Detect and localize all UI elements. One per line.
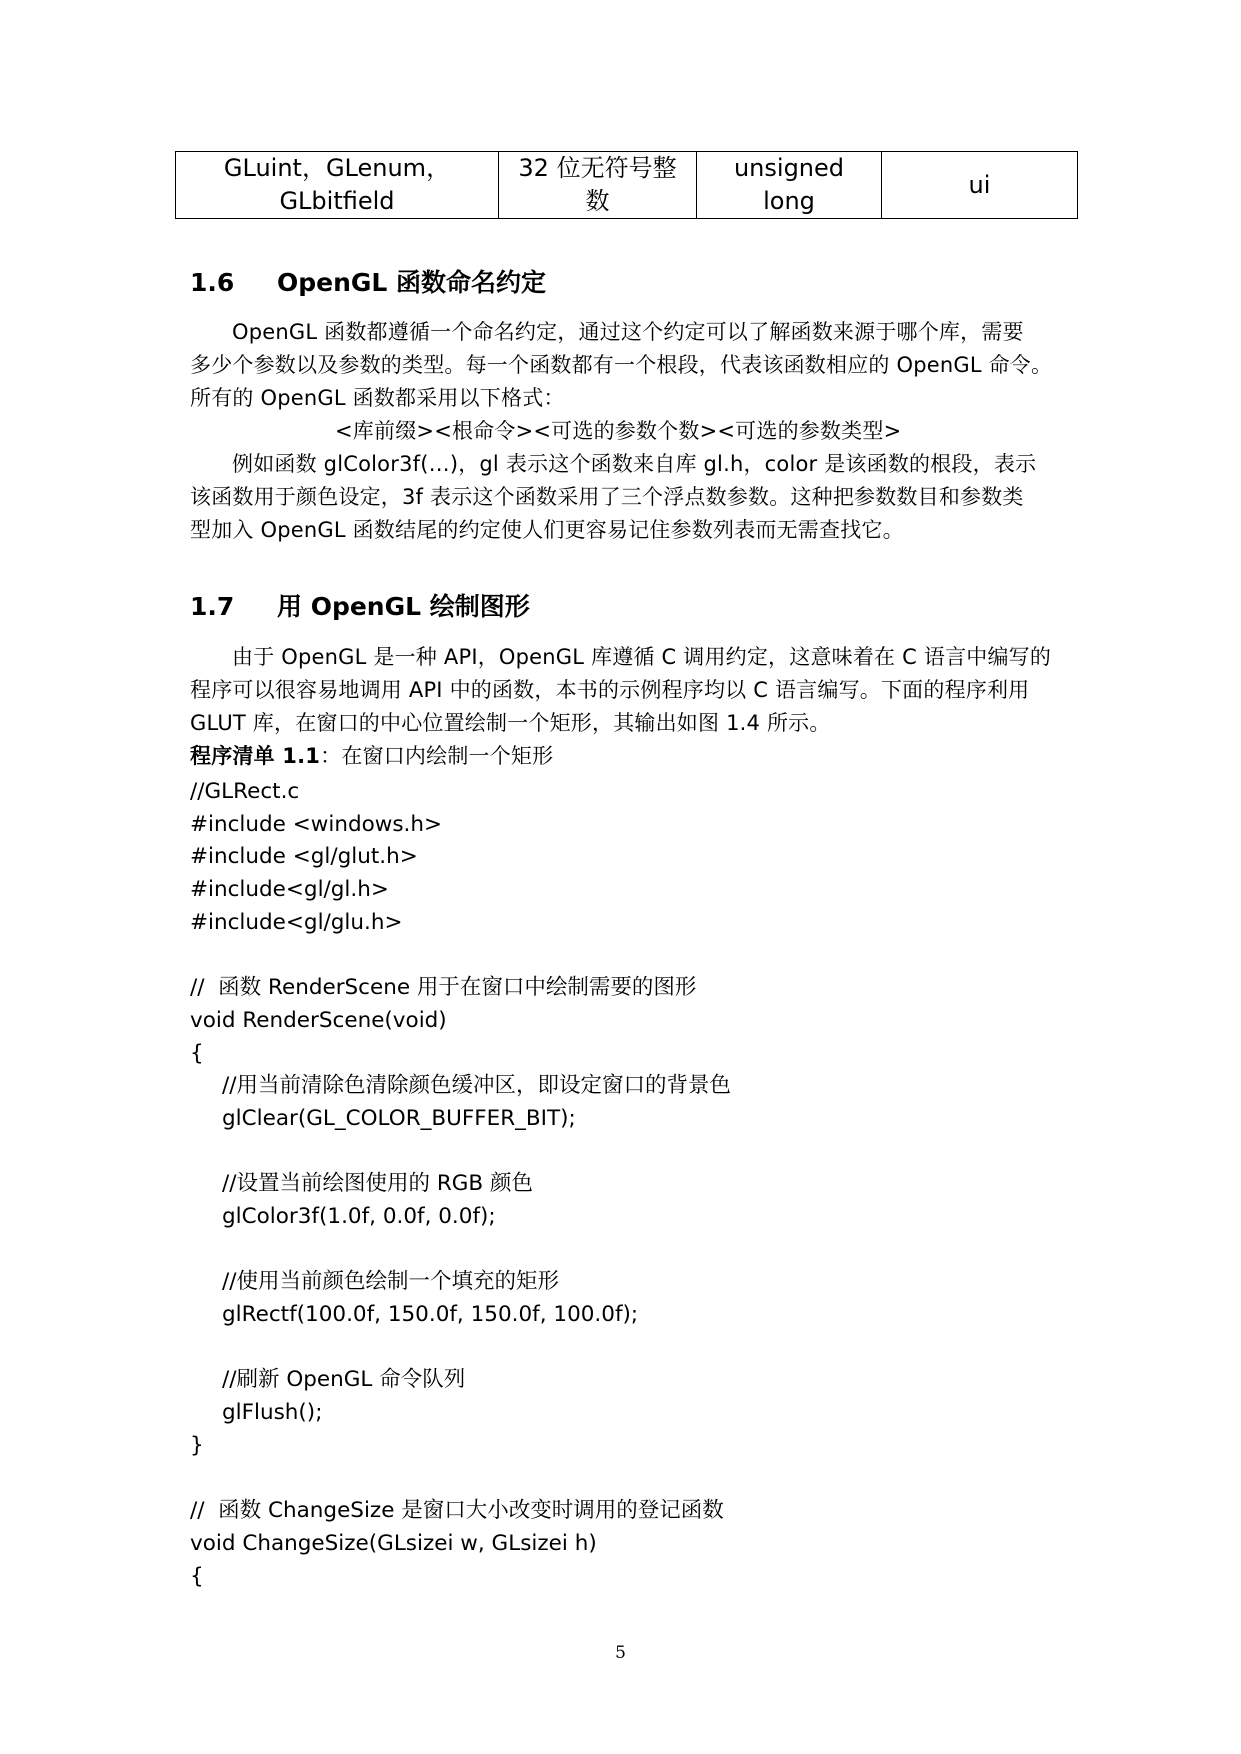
section-title: 用 OpenGL 绘制图形 <box>277 592 530 621</box>
code-line: //GLRect.c <box>190 779 300 804</box>
code-blank-line <box>190 1332 1065 1365</box>
section-number: 1.6 <box>190 268 235 297</box>
paragraph-line: 所有的 OpenGL 函数都采用以下格式： <box>190 386 565 410</box>
code-line: #include <windows.h> <box>190 811 443 837</box>
table-cell-description: 32 位无符号整 数 <box>499 152 697 219</box>
paragraph-line: OpenGL 函数都遵循一个命名约定，通过这个约定可以了解函数来源于哪个库，需要 <box>232 320 1024 344</box>
listing-label: 程序清单 1.1 <box>190 744 321 768</box>
paragraph-drawing-intro <box>190 641 1065 773</box>
paragraph-line: 例如函数 glColor3f(…)，gl 表示这个函数来自库 gl.h，color 是该函数的根段，表示 <box>232 452 1037 476</box>
code-line: //刷新 OpenGL 命令队列 <box>222 1367 466 1393</box>
code-line: void ChangeSize(GLsizei w, GLsizei h) <box>190 1530 597 1556</box>
paragraph-line: 多少个参数以及参数的类型。每一个函数都有一个根段，代表该函数相应的 OpenGL 命令。 <box>190 353 1053 377</box>
code-blank-line <box>190 1462 1065 1495</box>
section-title: OpenGL 函数命名约定 <box>277 268 547 297</box>
code-line: #include <gl/glut.h> <box>190 844 418 870</box>
table-cell-suffix: ui <box>882 152 1078 219</box>
code-blank-line <box>190 1234 1065 1267</box>
paragraph-line: GLUT 库，在窗口的中心位置绘制一个矩形，其输出如图 1.4 所示。 <box>190 711 831 735</box>
listing-caption-text: ：在窗口内绘制一个矩形 <box>320 744 554 768</box>
format-line: <库前缀><根命令><可选的参数个数><可选的参数类型> <box>335 419 902 443</box>
code-line: glColor3f(1.0f, 0.0f, 0.0f); <box>222 1203 496 1229</box>
code-line: } <box>190 1432 204 1458</box>
code-line: //使用当前颜色绘制一个填充的矩形 <box>222 1269 559 1295</box>
data-type-table <box>175 151 1078 219</box>
code-line: glClear(GL_COLOR_BUFFER_BIT); <box>222 1105 576 1131</box>
listing-caption <box>190 740 1065 773</box>
page-number: 5 <box>615 1643 626 1663</box>
table-cell-opengl-type: GLuint，GLenum， GLbitfield <box>176 152 499 219</box>
code-line: void RenderScene(void) <box>190 1007 447 1033</box>
paragraph-line: 由于 OpenGL 是一种 API，OpenGL 库遵循 C 调用约定，这意味着在 C 语言中编写的 <box>232 645 1052 669</box>
code-line: #include<gl/gl.h> <box>190 877 389 903</box>
code-line: // 函数 ChangeSize 是窗口大小改变时调用的登记函数 <box>190 1498 724 1524</box>
section-heading-1-6 <box>190 268 546 298</box>
code-blank-line <box>190 1136 1065 1169</box>
code-line: //用当前清除色清除颜色缓冲区，即设定窗口的背景色 <box>222 1073 731 1099</box>
code-line: glRectf(100.0f, 150.0f, 150.0f, 100.0f); <box>222 1302 639 1327</box>
paragraph-naming-convention <box>190 316 1065 547</box>
code-line: { <box>190 1563 204 1589</box>
code-listing <box>190 776 1065 1593</box>
code-line: // 函数 RenderScene 用于在窗口中绘制需要的图形 <box>190 975 697 1001</box>
paragraph-line: 型加入 OpenGL 函数结尾的约定使人们更容易记住参数列表而无需查找它。 <box>190 518 904 542</box>
code-line: glFlush(); <box>222 1400 323 1426</box>
section-heading-1-7 <box>190 592 530 622</box>
table-row <box>176 152 1078 219</box>
code-line: #include<gl/glu.h> <box>190 909 403 935</box>
paragraph-line: 程序可以很容易地调用 API 中的函数，本书的示例程序均以 C 语言编写。下面的程序利用 <box>190 678 1030 702</box>
code-line: //设置当前绘图使用的 RGB 颜色 <box>222 1171 534 1197</box>
code-line: { <box>190 1040 204 1066</box>
code-blank-line <box>190 939 1065 972</box>
table-cell-c-type: unsigned long <box>697 152 882 219</box>
paragraph-line: 该函数用于颜色设定，3f 表示这个函数采用了三个浮点数参数。这种把参数数目和参数类 <box>190 485 1024 509</box>
section-number: 1.7 <box>190 592 235 621</box>
